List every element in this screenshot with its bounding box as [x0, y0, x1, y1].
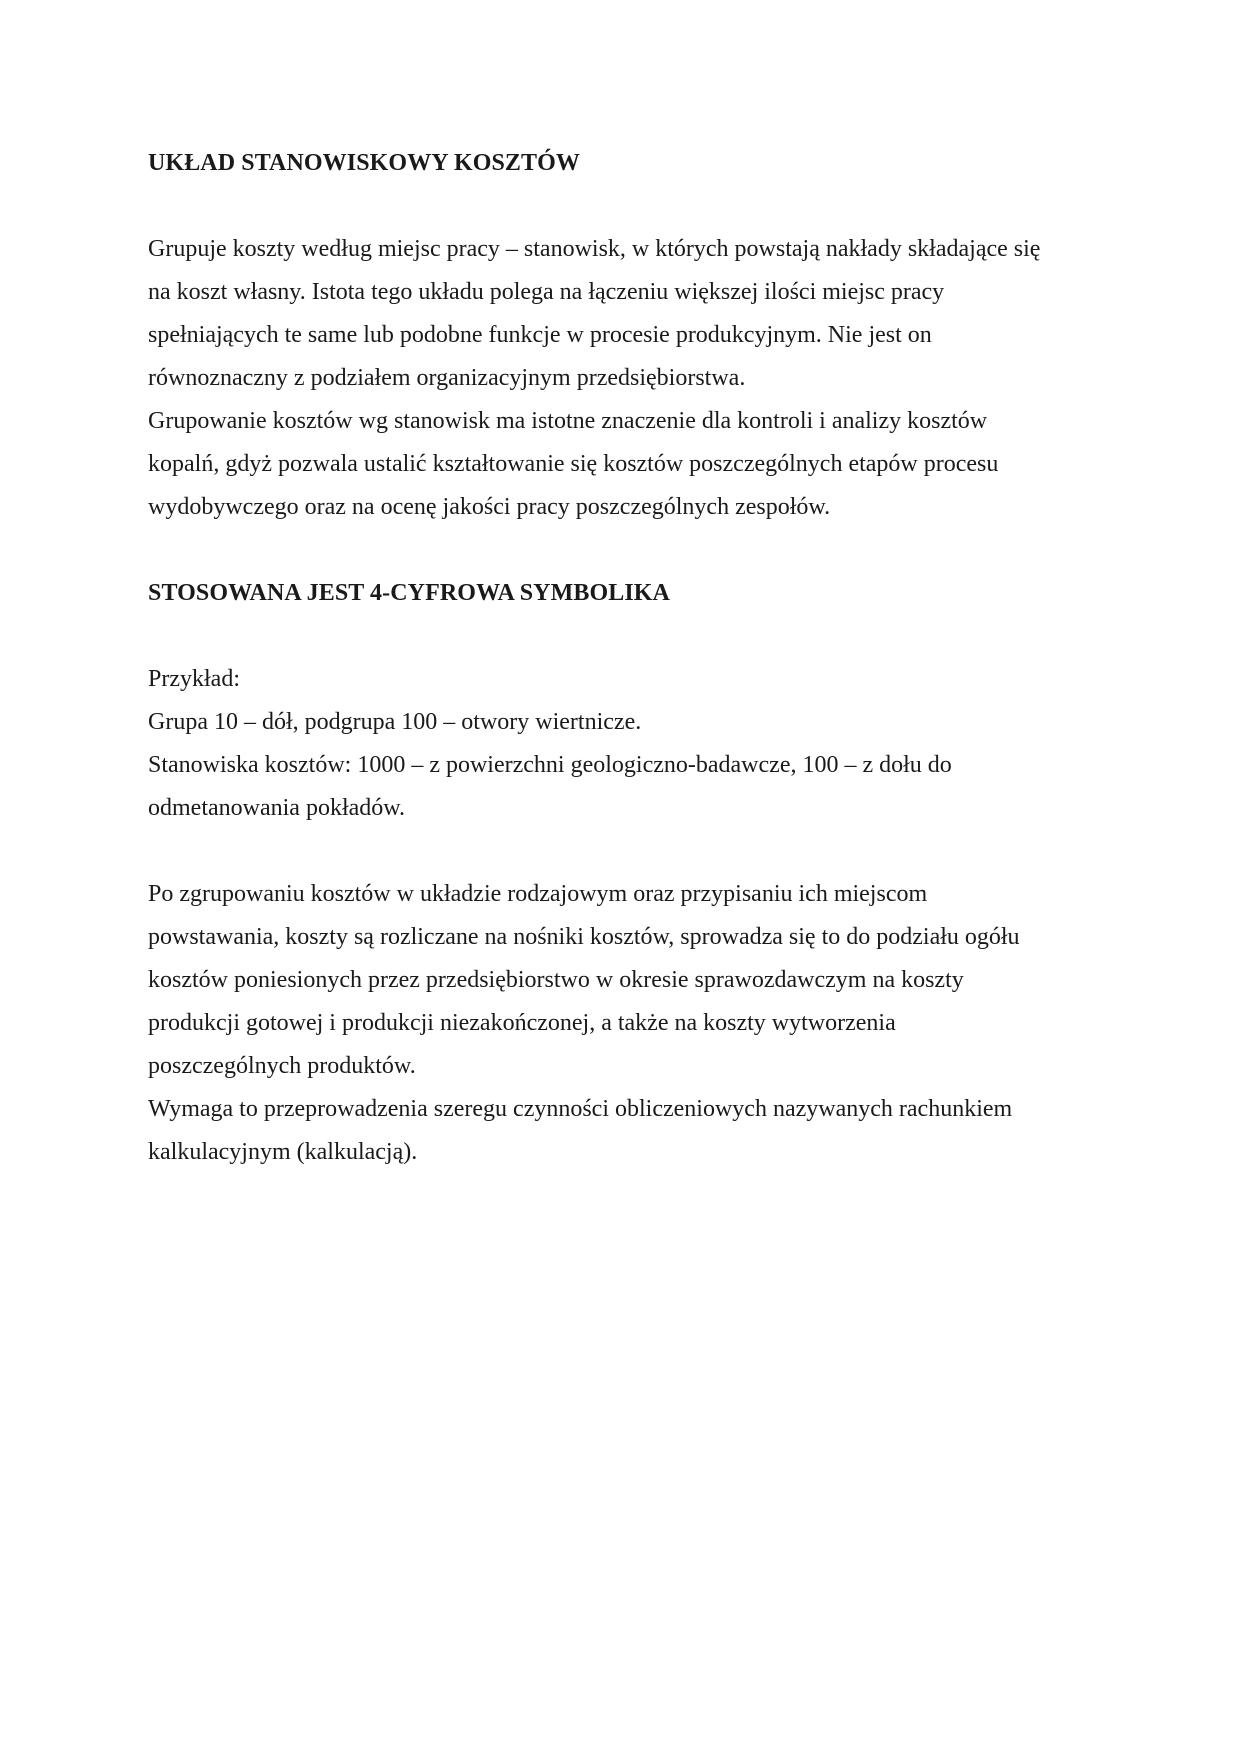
text-line: wydobywczego oraz na ocenę jakości pracy poszczególnych zespołów.: [148, 494, 831, 520]
paragraph-closing: [148, 873, 1098, 1174]
text-line: Wymaga to przeprowadzenia szeregu czynności obliczeniowych nazywanych rachunkiem: [148, 1096, 1013, 1122]
text-line: poszczególnych produktów.: [148, 1053, 416, 1079]
text-line: powstawania, koszty są rozliczane na nośniki kosztów, sprowadza się to do podziału ogółu: [148, 924, 1020, 950]
text-line: kosztów poniesionych przez przedsiębiorstwo w okresie sprawozdawczym na koszty: [148, 967, 964, 993]
text-line: na koszt własny. Istota tego układu polega na łączeniu większej ilości miejsc pracy: [148, 279, 945, 305]
text-line: Przykład:: [148, 666, 240, 692]
paragraph-significance: [148, 400, 1098, 529]
text-line: Grupowanie kosztów wg stanowisk ma istotne znaczenie dla kontroli i analizy kosztów: [148, 408, 988, 434]
text-line: spełniających te same lub podobne funkcje w procesie produkcyjnym. Nie jest on: [148, 322, 932, 348]
text-line: kalkulacyjnym (kalkulacją).: [148, 1139, 418, 1165]
text-line: równoznaczny z podziałem organizacyjnym przedsiębiorstwa.: [148, 365, 746, 391]
section-heading-cost-layout: UKŁAD STANOWISKOWY KOSZTÓW: [148, 150, 581, 176]
text-line: produkcji gotowej i produkcji niezakończonej, a także na koszty wytworzenia: [148, 1010, 896, 1036]
text-line: odmetanowania pokładów.: [148, 795, 406, 821]
paragraph-definition: [148, 228, 1098, 400]
text-line: Grupuje koszty według miejsc pracy – stanowisk, w których powstają nakłady składające się: [148, 236, 1041, 262]
text-line: Grupa 10 – dół, podgrupa 100 – otwory wiertnicze.: [148, 709, 642, 735]
text-line: kopalń, gdyż pozwala ustalić kształtowanie się kosztów poszczególnych etapów procesu: [148, 451, 999, 477]
document-body: [148, 142, 1098, 1174]
paragraph-example: [148, 658, 1098, 830]
text-line: Stanowiska kosztów: 1000 – z powierzchni geologiczno-badawcze, 100 – z dołu do: [148, 752, 952, 778]
section-heading-symbolics: STOSOWANA JEST 4-CYFROWA SYMBOLIKA: [148, 580, 670, 606]
text-line: Po zgrupowaniu kosztów w układzie rodzajowym oraz przypisaniu ich miejscom: [148, 881, 928, 907]
